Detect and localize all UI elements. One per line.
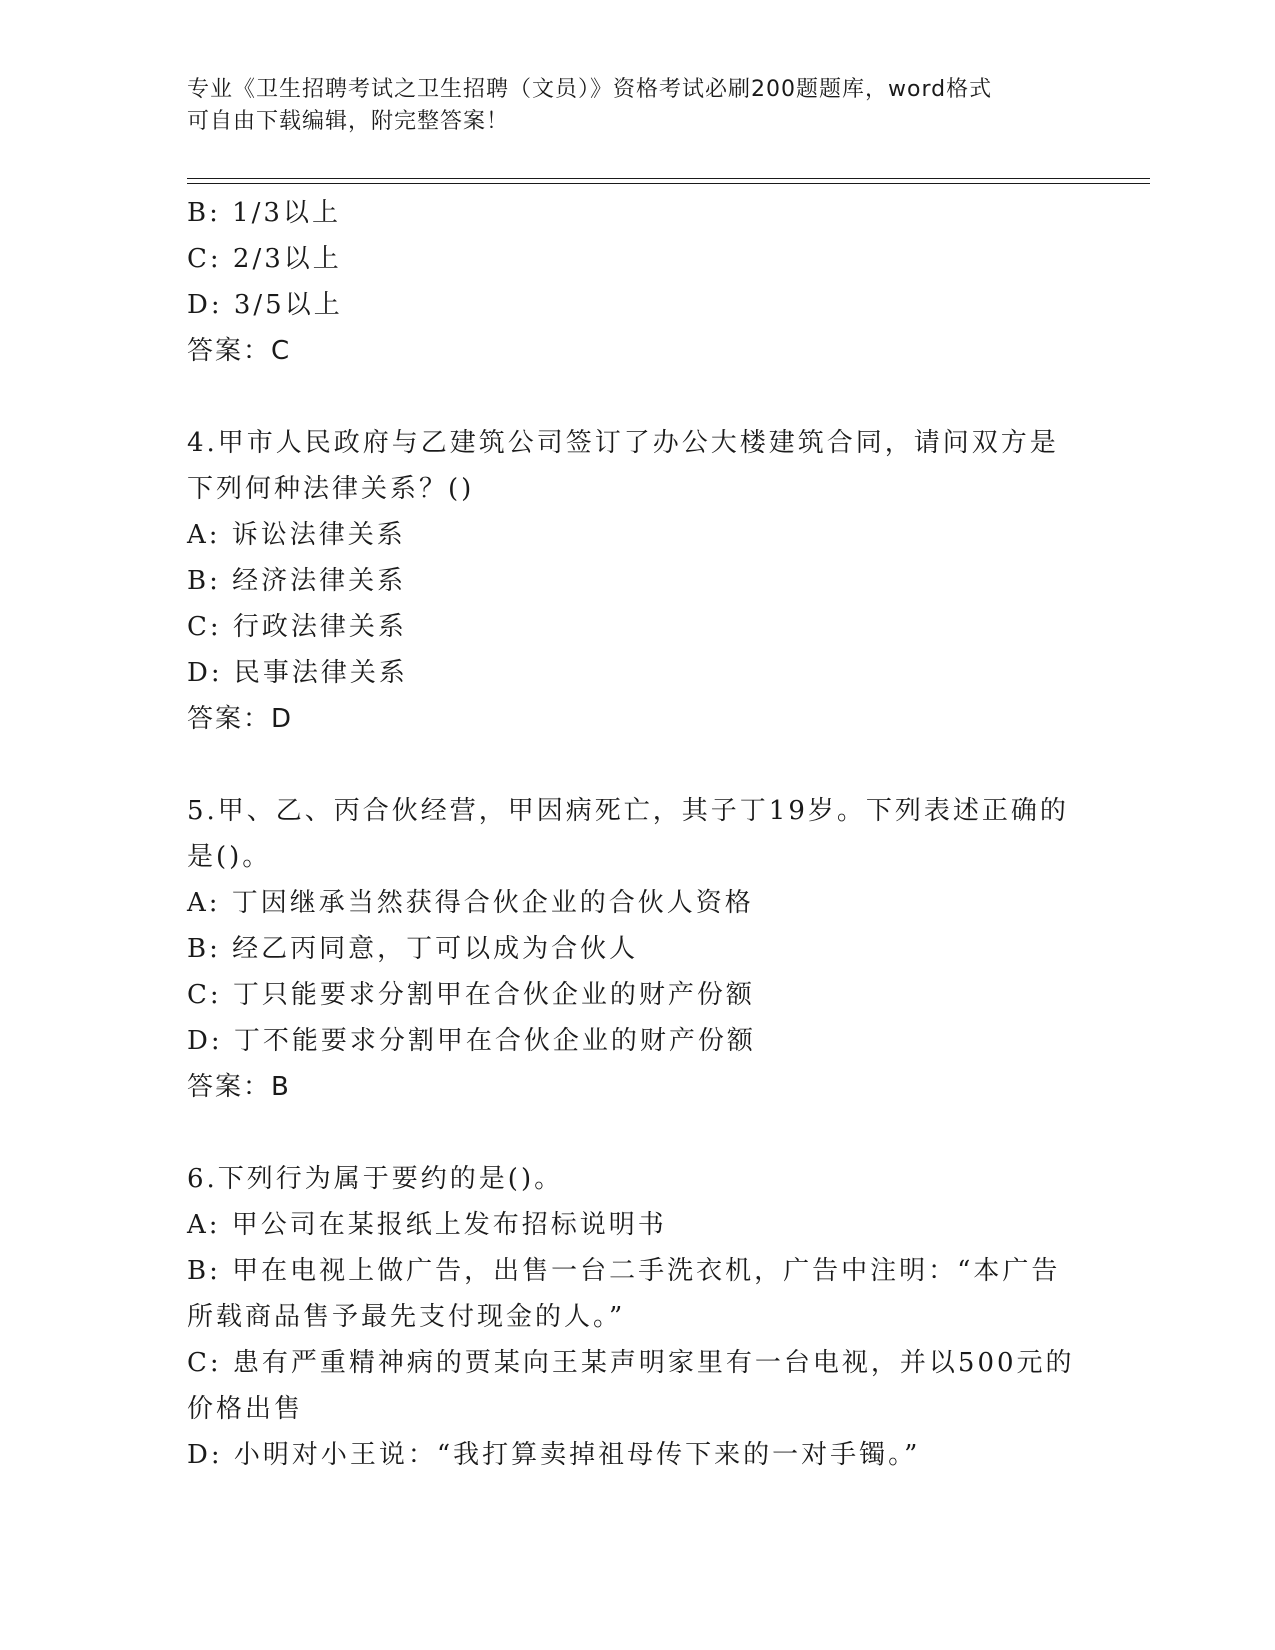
question-stem: 4.甲市人民政府与乙建筑公司签订了办公大楼建筑合同，请问双方是 <box>187 428 1059 458</box>
header-divider-top <box>187 178 1150 179</box>
option-b: B: 经乙丙同意，丁可以成为合伙人 <box>187 934 639 964</box>
option-d: D: 小明对小王说：“我打算卖掉祖母传下来的一对手镯。” <box>187 1440 921 1470</box>
header-line-1: 专业《卫生招聘考试之卫生招聘（文员）》资格考试必刷200题题库，word格式 <box>187 77 993 102</box>
option-c: C: 行政法律关系 <box>187 612 407 642</box>
question-5 <box>187 788 1087 1110</box>
question-6 <box>187 1156 1087 1478</box>
option-a: A: 甲公司在某报纸上发布招标说明书 <box>187 1210 667 1240</box>
answer-line: 答案：C <box>187 336 292 366</box>
option-b: B: 甲在电视上做广告，出售一台二手洗衣机，广告中注明：“本广告 <box>187 1256 1061 1286</box>
answer-line: 答案：B <box>187 1072 291 1102</box>
question-3-tail <box>187 190 1087 374</box>
spacer <box>187 1110 1087 1156</box>
question-content <box>187 190 1087 1478</box>
header-divider-bottom <box>187 183 1150 184</box>
option-b: B: 经济法律关系 <box>187 566 407 596</box>
option-c: C: 患有严重精神病的贾某向王某声明家里有一台电视，并以500元的 <box>187 1348 1075 1378</box>
question-stem-continued: 下列何种法律关系？() <box>187 474 475 504</box>
option-d: D: 丁不能要求分割甲在合伙企业的财产份额 <box>187 1026 756 1056</box>
option-d: D: 民事法律关系 <box>187 658 408 688</box>
answer-line: 答案：D <box>187 704 294 734</box>
document-header <box>187 74 1067 138</box>
option-b: B: 1/3以上 <box>187 198 341 228</box>
question-4 <box>187 420 1087 742</box>
option-c-continued: 价格出售 <box>187 1394 304 1424</box>
header-line-2: 可自由下载编辑，附完整答案！ <box>187 109 510 134</box>
option-a: A: 诉讼法律关系 <box>187 520 406 550</box>
option-a: A: 丁因继承当然获得合伙企业的合伙人资格 <box>187 888 754 918</box>
option-d: D: 3/5以上 <box>187 290 343 320</box>
question-stem: 5.甲、乙、丙合伙经营，甲因病死亡，其子丁19岁。下列表述正确的 <box>187 796 1069 826</box>
spacer <box>187 374 1087 420</box>
option-c: C: 2/3以上 <box>187 244 342 274</box>
question-stem-continued: 是()。 <box>187 842 272 872</box>
question-stem: 6.下列行为属于要约的是()。 <box>187 1164 564 1194</box>
spacer <box>187 742 1087 788</box>
option-b-continued: 所载商品售予最先支付现金的人。” <box>187 1302 626 1332</box>
option-c: C: 丁只能要求分割甲在合伙企业的财产份额 <box>187 980 755 1010</box>
